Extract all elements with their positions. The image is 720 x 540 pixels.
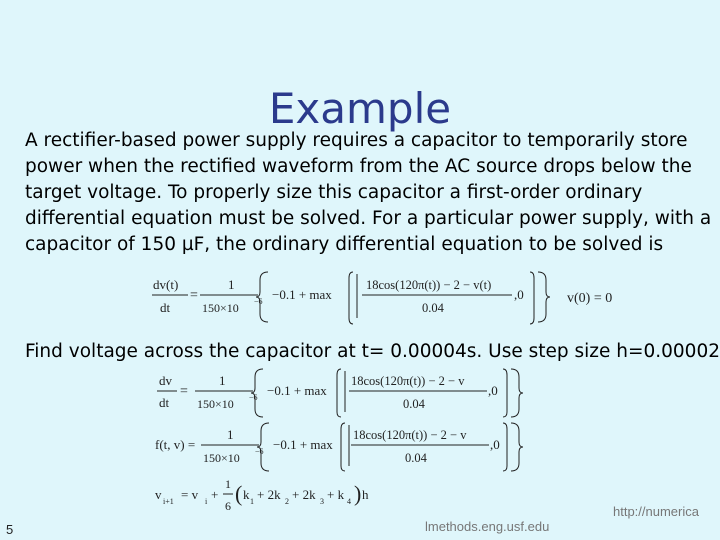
ode-frac-denominator: 0.04 bbox=[422, 301, 444, 315]
ode2-coef-exponent: −6 bbox=[249, 393, 258, 402]
ode-zero: ,0 bbox=[514, 287, 524, 302]
ode-initial-condition: v(0) = 0 bbox=[567, 291, 613, 306]
rk-k4: + k bbox=[327, 487, 345, 502]
ode2-zero: ,0 bbox=[488, 383, 498, 398]
ode-term: −0.1 + max bbox=[272, 287, 332, 302]
rk-eq-subscript: i bbox=[205, 497, 208, 506]
func-lhs: f(t, v) = bbox=[155, 437, 196, 452]
rk-lhs: v bbox=[155, 487, 162, 502]
svg-text:(: ( bbox=[235, 481, 243, 506]
ode2-frac-numerator: 18cos(120π(t)) − 2 − v bbox=[351, 374, 465, 388]
rk-k2-subscript: 2 bbox=[285, 497, 289, 506]
ode-lhs-denominator: dt bbox=[160, 300, 171, 315]
ode-lhs-numerator: dv(t) bbox=[153, 277, 179, 292]
footer-url-part2: lmethods.eng.usf.edu bbox=[425, 519, 550, 534]
rk-coef-numerator: 1 bbox=[225, 477, 231, 491]
ode-restated-equation bbox=[155, 366, 525, 423]
footer-url-part1: http://numerica bbox=[613, 504, 699, 519]
ode-coef-denominator: 150×10 bbox=[202, 301, 239, 315]
rk-plus: + bbox=[211, 487, 219, 502]
ode-coef-exponent: −6 bbox=[254, 297, 263, 306]
ode-frac-numerator: 18cos(120π(t)) − 2 − v(t) bbox=[366, 278, 492, 292]
func-zero: ,0 bbox=[490, 437, 500, 452]
func-coef-denominator: 150×10 bbox=[203, 451, 240, 465]
slide-title: Example bbox=[268, 84, 452, 133]
page-number: 5 bbox=[6, 522, 14, 537]
rk-lhs-subscript: i+1 bbox=[163, 497, 174, 506]
svg-text:): ) bbox=[354, 481, 362, 506]
func-coef-numerator: 1 bbox=[227, 427, 234, 442]
func-term: −0.1 + max bbox=[273, 437, 333, 452]
ode2-lhs-numerator: dv bbox=[159, 373, 172, 388]
ode2-frac-denominator: 0.04 bbox=[403, 397, 425, 411]
func-frac-denominator: 0.04 bbox=[405, 451, 427, 465]
rk-k1-subscript: 1 bbox=[250, 497, 254, 506]
function-definition-equation bbox=[153, 420, 523, 477]
svg-text:=: = bbox=[190, 288, 198, 303]
ode-equation bbox=[150, 268, 650, 331]
problem-paragraph: A rectifier-based power supply requires a capacitor to temporarily store power when the rectified waveform from the AC source drops below the target voltage. To properly size this capacitor a first-order ordinary differential equation must be solved. For a particular power supply, with a capacitor of 150 µF, the ordinary differential equation to be solved is bbox=[25, 130, 712, 255]
rk4-formula bbox=[153, 474, 393, 523]
rk-k2: + 2k bbox=[257, 487, 281, 502]
ode2-term: −0.1 + max bbox=[267, 383, 327, 398]
rk-k3: + 2k bbox=[292, 487, 316, 502]
func-frac-numerator: 18cos(120π(t)) − 2 − v bbox=[353, 428, 467, 442]
rk-h: h bbox=[362, 487, 369, 502]
ode2-coef-numerator: 1 bbox=[219, 373, 226, 388]
ode2-lhs-denominator: dt bbox=[159, 395, 170, 410]
rk-k1: k bbox=[243, 487, 250, 502]
ode-coef-numerator: 1 bbox=[228, 277, 235, 292]
ode2-coef-denominator: 150×10 bbox=[197, 397, 234, 411]
rk-k3-subscript: 3 bbox=[320, 497, 324, 506]
rk-coef-denominator: 6 bbox=[225, 499, 231, 513]
svg-text:=: = bbox=[180, 384, 188, 399]
rk-eq: = v bbox=[181, 487, 199, 502]
func-coef-exponent: −6 bbox=[255, 447, 264, 456]
rk-k4-subscript: 4 bbox=[347, 497, 351, 506]
task-paragraph: Find voltage across the capacitor at t= 0.00004s. Use step size h=0.00002 bbox=[25, 341, 720, 362]
